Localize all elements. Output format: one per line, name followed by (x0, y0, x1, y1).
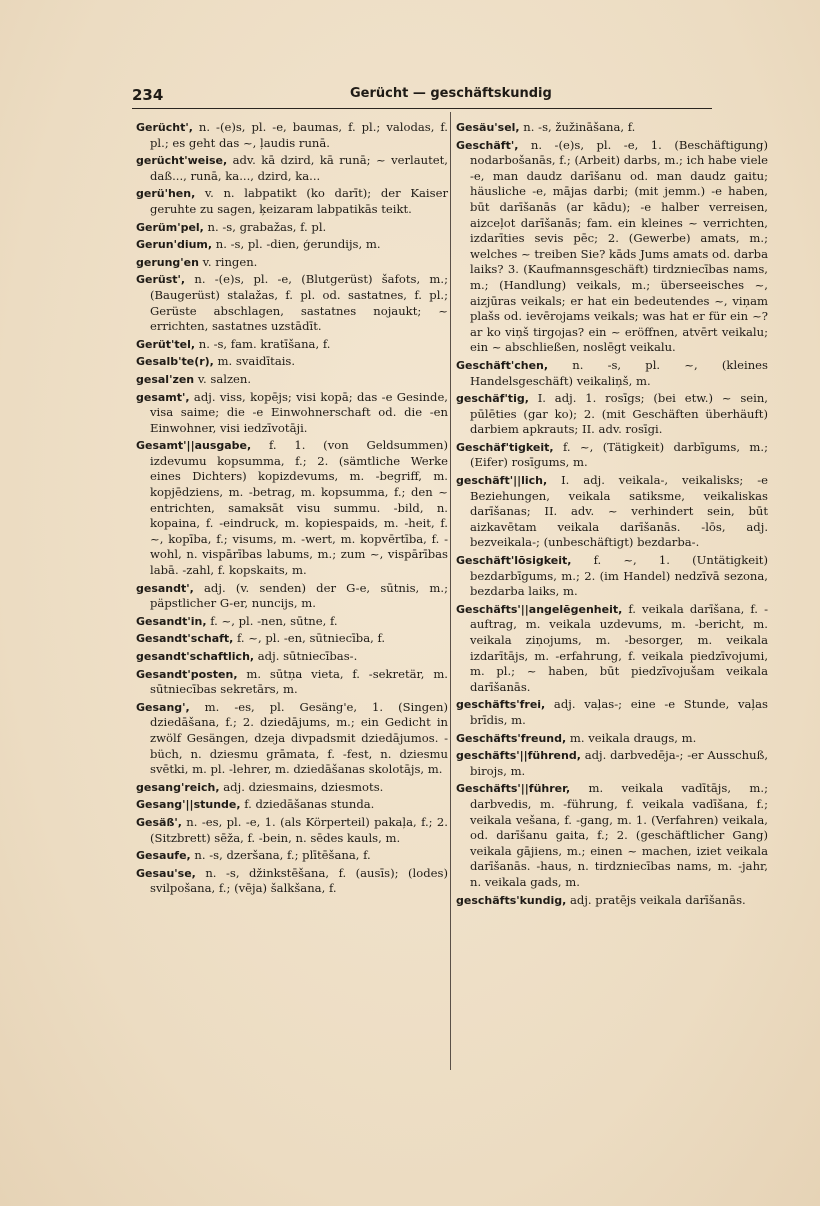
dictionary-entry (136, 700, 448, 778)
entry-headword: Geschäfts'||angelēgenheit, (456, 602, 623, 616)
entry-headword: Geschäfts'freund, (456, 731, 567, 745)
dictionary-entry (456, 731, 768, 747)
dictionary-entry (136, 255, 448, 271)
entry-definition: n. -s, pl. ~, (kleines Handelsgeschäft) veikaliņš, m. (470, 357, 768, 388)
entry-headword: gerung'en (136, 255, 199, 269)
entry-definition: f. ~, pl. -en, sūtniecība, f. (233, 631, 386, 646)
entry-headword: gerü'hen, (136, 187, 196, 201)
dictionary-entry (136, 581, 448, 612)
dictionary-entry (456, 138, 768, 356)
entry-headword: Gesandt'schaft, (136, 632, 234, 646)
right-column (456, 120, 768, 910)
entry-definition: n. -s, fam. kratīšana, f. (195, 336, 331, 351)
left-column (136, 120, 448, 899)
entry-headword: Gesaufe, (136, 849, 191, 863)
dictionary-entry (136, 372, 448, 388)
entry-definition: adj. darbvedēja-; -er Ausschuß, birojs, m. (470, 748, 768, 778)
entry-definition: n. -s, grabažas, f. pl. (203, 219, 327, 234)
dictionary-entry (456, 553, 768, 600)
dictionary-entry (136, 780, 448, 796)
entry-headword: gesang'reich, (136, 780, 220, 794)
dictionary-entry (136, 120, 448, 151)
entry-headword: Geschäfts'||führer, (456, 782, 571, 796)
entry-definition: m. veikala vadītājs, m.; darbvedis, m. -führung, f. veikala vadīšana, f.; veikala vešana, f. -gang, m. 1. (Verfahren) veikala, od. darīšanu gaita, f.; 2. (geschäftlicher Gang) veikala gājiens, m.; einen ~ machen, iziet veikala darīšanās. -haus, n. tirdzniecības nams, m. -jahr, n. veikala gads, m. (470, 781, 768, 889)
dictionary-entry (136, 614, 448, 630)
entry-definition: n. -s, žužināšana, f. (519, 120, 636, 134)
entry-headword: Gesäß', (136, 815, 182, 829)
entry-definition: adj. viss, kopējs; visi kopā; das -e Gesinde, visa saime; die -e Einwohnerschaft od. die -en Einwohner, visi iedzīvotāji. (150, 389, 448, 435)
column-divider (450, 112, 451, 1070)
entry-headword: geschäft'||lich, (456, 474, 548, 488)
entry-headword: Gerun'dium, (136, 238, 213, 252)
entry-headword: Gesang', (136, 700, 190, 714)
entry-headword: gesandt', (136, 581, 194, 595)
dictionary-entry (136, 390, 448, 437)
dictionary-entry (456, 748, 768, 779)
page-header (132, 84, 712, 109)
entry-definition: adj. vaļas-; eine -e Stunde, vaļas brīdis, m. (470, 697, 768, 727)
entry-definition: m. svaidītais. (213, 354, 296, 369)
dictionary-entry (136, 631, 448, 647)
entry-headword: gesal'zen (136, 372, 195, 386)
entry-headword: Gerücht', (136, 121, 193, 134)
dictionary-entry (456, 697, 768, 728)
entry-definition: n. -s, džinkstēšana, f. (ausīs); (lodes) svilpošana, f.; (vēja) šalkšana, f. (150, 865, 448, 896)
entry-headword: geschäfts'frei, (456, 698, 546, 712)
entry-definition: n. -(e)s, pl. -e, 1. (Beschäftigung) nodarbošanās, f.; (Arbeit) darbs, m.; ich habe viele -e, man daudz darīšanu od. man daudz gaitu; häusliche -e, mājas darbi; (mit jemm.) -e haben, būt darīšanās (ar kādu); -e halber verreisen, aizceļot darīšanās; fam. ein kleines ~ verrichten, izdarīties sevis pēc; 2. (Gewerbe) amats, m.; welches ~ treiben Sie? kāds Jums amats od. darba laiks? 3. (Kaufmannsgeschäft) tirdzniecības nams, m.; (Handlung) veikals, m.; überseeisches ~, aizjūras veikals; er hat ein bedeutendes ~, viņam plašs od. ievērojams veikals; was hat er für ein ~? ar ko viņš tirgojas? ein ~ eröffnen, atvērt veikalu; ein ~ abschließen, noslēgt veikalu. (470, 137, 769, 355)
entry-definition: n. -es, pl. -e, 1. (als Körperteil) pakaļa, f.; 2. (Sitzbrett) sēža, f. -bein, n. sēdes kauls, m. (150, 814, 448, 845)
dictionary-entry (456, 602, 768, 696)
entry-headword: Gesandt'posten, (136, 667, 238, 681)
dictionary-entry (456, 473, 768, 551)
entry-definition: adj. pratējs veikala darīšanās. (566, 892, 746, 907)
entry-definition: m. -es, pl. Gesäng'e, 1. (Singen) dziedāšana, f.; 2. dziedājums, m.; ein Gedicht in zwölf Gesängen, dzeja divpadsmit dziedājumos. -büch, n. dziesmu grāmata, f. -fest, n. dziesmu svētki, m. pl. -lehrer, m. dziedāšanas skolotājs, m. (150, 699, 448, 777)
entry-definition: n. -(e)s, pl. -e, baumas, f. pl.; valodas, f. pl.; es geht das ~, ļaudis runā. (150, 120, 448, 150)
dictionary-entry (136, 337, 448, 353)
entry-headword: Gesang'||stunde, (136, 798, 241, 812)
entry-headword: Gerüst', (136, 273, 186, 287)
entry-definition: v. salzen. (194, 371, 252, 386)
dictionary-entry (136, 354, 448, 370)
dictionary-entry (456, 440, 768, 471)
dictionary-entry (456, 391, 768, 438)
entry-headword: gerücht'weise, (136, 154, 228, 168)
entry-definition: adj. dziesmains, dziesmots. (219, 779, 384, 794)
entry-definition: m. veikala draugs, m. (566, 730, 697, 745)
dictionary-entry (456, 781, 768, 890)
entry-headword: Geschäft'lōsigkeit, (456, 554, 572, 568)
page-number: 234 (132, 86, 164, 104)
entry-definition: f. ~, (Tätigkeit) darbīgums, m.; (Eifer) rosīgums, m. (470, 439, 768, 470)
entry-headword: gesamt', (136, 390, 190, 404)
entry-definition: f. ~, 1. (Untätigkeit) bezdarbīgums, m.; 2. (im Handel) nedzīvā sezona, bezdarba laiks, m. (470, 553, 768, 599)
entry-headword: geschäf'tig, (456, 392, 529, 406)
entry-headword: Gerüt'tel, (136, 337, 196, 351)
entry-headword: Gesäu'sel, (456, 121, 520, 134)
dictionary-entry (136, 220, 448, 236)
entry-definition: v. ringen. (198, 254, 258, 269)
entry-definition: n. -s, pl. -dien, ģerundijs, m. (212, 237, 381, 252)
entry-definition: I. adj. veikala-, veikalisks; -e Beziehungen, veikala satiksme, veikaliskas darīšanas; II. adv. ~ verhindert sein, būt aizkavētam veikala darīšanās. -lōs, adj. bezveikala-; (unbeschäftigt) bezdarba-. (470, 473, 768, 550)
entry-definition: f. ~, pl. -nen, sūtne, f. (206, 613, 338, 628)
entry-headword: geschäfts'kundig, (456, 893, 567, 907)
entry-headword: Gesandt'in, (136, 614, 207, 628)
entry-definition: m. sūtņa vieta, f. -sekretär, m. sūtniecības sekretārs, m. (150, 666, 448, 697)
entry-definition: I. adj. 1. rosīgs; (bei etw.) ~ sein, pūlēties (gar ko); 2. (mit Geschäften überhäuft) darbiem apkrauts; II. adv. rosīgi. (470, 391, 768, 437)
entry-headword: Geschäft', (456, 138, 519, 152)
dictionary-entry (136, 186, 448, 217)
entry-definition: n. -s, dzeršana, f.; plītēšana, f. (190, 848, 371, 863)
dictionary-entry (136, 866, 448, 897)
dictionary-entry (456, 893, 768, 909)
entry-headword: gesandt'schaftlich, (136, 650, 255, 663)
entry-headword: Gesau'se, (136, 866, 196, 880)
dictionary-entry (136, 153, 448, 184)
dictionary-entry (136, 237, 448, 253)
running-title: Gerücht — geschäftskundig (350, 86, 552, 101)
entry-definition: v. n. labpatikt (ko darīt); der Kaiser geruhte zu sagen, ķeizaram labpatikās teikt. (150, 186, 448, 216)
entry-definition: adj. sūtniecības-. (254, 649, 358, 663)
dictionary-entry (136, 438, 448, 578)
entry-headword: geschäfts'||führend, (456, 749, 581, 763)
dictionary-entry (136, 272, 448, 334)
dictionary-entry (456, 358, 768, 389)
dictionary-entry (136, 815, 448, 846)
entry-headword: Geschäft'chen, (456, 358, 549, 372)
dictionary-entry (136, 848, 448, 864)
dictionary-entry (456, 120, 768, 136)
entry-headword: Gesamt'||ausgabe, (136, 439, 252, 453)
entry-headword: Gerüm'pel, (136, 220, 204, 234)
entry-headword: Geschäf'tigkeit, (456, 440, 554, 454)
entry-definition: f. 1. (von Geldsummen) izdevumu kopsumma, f.; 2. (sämtliche Werke eines Dichters) kopizdevums, m. -begriff, m. kopjēdziens, m. -betrag, m. kopsumma, f.; den ~ entrichten, samaksāt visu summu. -bild, n. kopaina, f. -eindruck, m. kopiespaids, m. -heit, f. ~, kopība, f.; visums, m. -wert, m. kopvērtība, f. -wohl, n. vispārības labums, m.; zum ~, vispārības labā. -zahl, f. kopskaits, m. (150, 438, 448, 578)
entry-definition: adv. kā dzird, kā runā; ~ verlautet, daß..., runā, ka..., dzird, ka... (150, 153, 448, 183)
entry-definition: f. veikala darīšana, f. -auftrag, m. veikala uzdevums, m. -bericht, m. veikala ziņojums, m. -besorger, m. veikala izdarītājs, m. -erfahrung, f. veikala piedzīvojumi, m. pl.; ~ haben, būt piedzīvojušam veikala darīšanās. (470, 601, 768, 694)
entry-definition: adj. (v. senden) der G-e, sūtnis, m.; päpstlicher G-er, nuncijs, m. (150, 580, 448, 611)
entry-headword: Gesalb'te(r), (136, 355, 214, 369)
dictionary-entry (136, 667, 448, 698)
entry-definition: f. dziedāšanas stunda. (240, 797, 375, 812)
entry-definition: n. -(e)s, pl. -e, (Blutgerüst) šafots, m.; (Baugerüst) stalažas, f. pl. od. sastatnes, f. pl.; Gerüste abschlagen, sastatnes nojaukt; ~ errichten, sastatnes uzstādīt. (150, 272, 448, 334)
dictionary-entry (136, 797, 448, 813)
dictionary-entry (136, 649, 448, 665)
